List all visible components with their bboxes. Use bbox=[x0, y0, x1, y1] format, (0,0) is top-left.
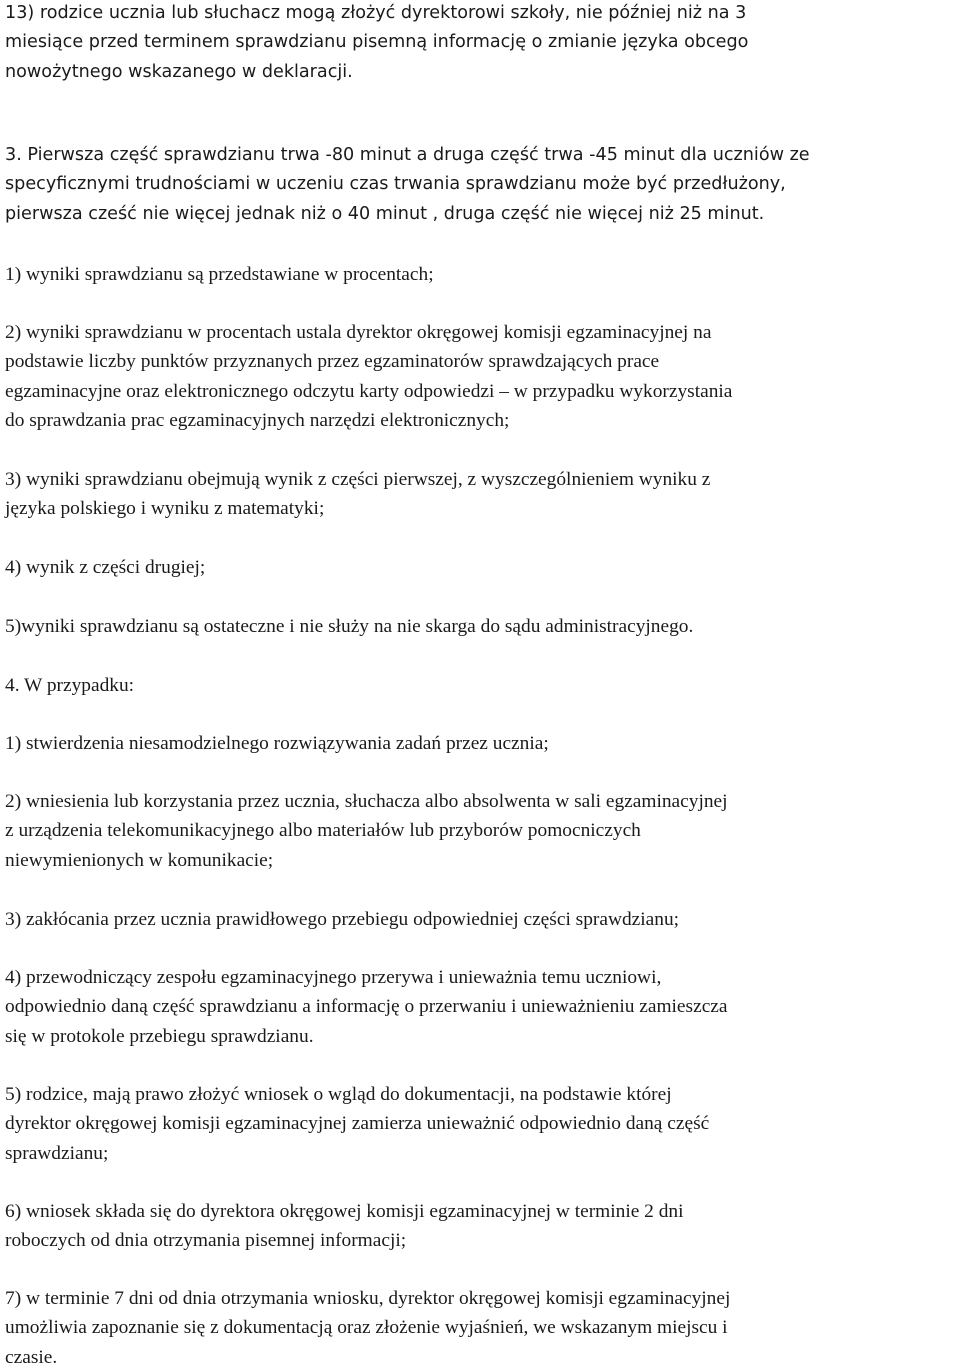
block-j4 bbox=[5, 963, 728, 1051]
paragraph bbox=[5, 1284, 730, 1372]
text-line: 7) w terminie 7 dni od dnia otrzymania wniosku, dyrektor okręgowej komisji egzaminacyjnej bbox=[5, 1288, 731, 1309]
text-line: 1) stwierdzenia niesamodzielnego rozwiązywania zadań przez ucznia; bbox=[5, 733, 549, 754]
paragraph bbox=[5, 729, 549, 758]
text-line: 2) wniesienia lub korzystania przez ucznia, słuchacza albo absolwenta w sali egzaminacyjnej bbox=[5, 791, 728, 812]
block-j1 bbox=[5, 729, 549, 758]
block-s4 bbox=[5, 671, 134, 700]
paragraph bbox=[5, 963, 728, 1051]
paragraph bbox=[5, 318, 732, 435]
block-j6 bbox=[5, 1197, 684, 1256]
paragraph bbox=[5, 141, 810, 229]
text-line: podstawie liczby punktów przyznanych przez egzaminatorów sprawdzających prace bbox=[5, 351, 660, 373]
text-line: 1) wyniki sprawdzianu są przedstawiane w procentach; bbox=[5, 264, 434, 285]
paragraph bbox=[5, 1197, 684, 1256]
block-j7 bbox=[5, 1284, 730, 1372]
paragraph bbox=[5, 905, 679, 934]
paragraph bbox=[5, 553, 205, 582]
block-i1 bbox=[5, 260, 434, 289]
block-i4 bbox=[5, 553, 205, 582]
paragraph bbox=[5, 0, 748, 87]
text-line: czasie. bbox=[5, 1346, 58, 1368]
text-line: 6) wniosek składa się do dyrektora okręgowej komisji egzaminacyjnej w terminie 2 dni bbox=[5, 1201, 684, 1222]
text-line: 5) rodzice, mają prawo złożyć wniosek o wgląd do dokumentacji, na podstawie której bbox=[5, 1084, 672, 1105]
text-line: 4) przewodniczący zespołu egzaminacyjnego przerywa i unieważnia temu uczniowi, bbox=[5, 967, 662, 988]
text-line: z urządzenia telekomunikacyjnego albo materiałów lub przyborów pomocniczych bbox=[5, 820, 641, 842]
text-line: pierwsza cześć nie więcej jednak niż o 40 minut , druga część nie więcej niż 25 minut. bbox=[5, 203, 765, 224]
text-line: sprawdzianu; bbox=[5, 1142, 109, 1164]
block-j3 bbox=[5, 905, 679, 934]
text-line: nowożytnego wskazanego w deklaracji. bbox=[5, 61, 353, 82]
block-i5 bbox=[5, 612, 693, 641]
block-j2 bbox=[5, 787, 728, 875]
text-line: egzaminacyjne oraz elektronicznego odczytu karty odpowiedzi – w przypadku wykorzystania bbox=[5, 380, 733, 402]
text-line: dyrektor okręgowej komisji egzaminacyjnej zamierza unieważnić odpowiednio daną część bbox=[5, 1113, 710, 1135]
text-line: języka polskiego i wyniku z matematyki; bbox=[5, 498, 325, 520]
block-s3 bbox=[5, 141, 810, 229]
paragraph bbox=[5, 612, 693, 641]
text-line: 13) rodzice ucznia lub słuchacz mogą złożyć dyrektorowi szkoły, nie później niż na 3 bbox=[5, 3, 747, 23]
text-line: roboczych od dnia otrzymania pisemnej informacji; bbox=[5, 1230, 407, 1252]
text-line: się w protokole przebiegu sprawdzianu. bbox=[5, 1025, 314, 1047]
text-line: 3) zakłócania przez ucznia prawidłowego przebiegu odpowiedniej części sprawdzianu; bbox=[5, 909, 680, 930]
paragraph bbox=[5, 787, 728, 875]
text-line: miesiące przed terminem sprawdzianu pisemną informację o zmianie języka obcego bbox=[5, 32, 749, 53]
text-line: niewymienionych w komunikacie; bbox=[5, 849, 274, 871]
paragraph bbox=[5, 260, 434, 289]
text-line: umożliwia zapoznanie się z dokumentacją oraz złożenie wyjaśnień, we wskazanym miejscu i bbox=[5, 1317, 728, 1339]
text-line: 3) wyniki sprawdzianu obejmują wynik z części pierwszej, z wyszczególnieniem wyniku z bbox=[5, 469, 711, 490]
text-line: odpowiednio daną część sprawdzianu a informację o przerwaniu i unieważnieniu zamieszcza bbox=[5, 996, 728, 1018]
text-line: 4. W przypadku: bbox=[5, 675, 135, 696]
paragraph bbox=[5, 465, 710, 524]
block-j5 bbox=[5, 1080, 709, 1168]
text-line: do sprawdzania prac egzaminacyjnych narzędzi elektronicznych; bbox=[5, 409, 510, 431]
paragraph bbox=[5, 671, 134, 700]
text-line: 2) wyniki sprawdzianu w procentach ustala dyrektor okręgowej komisji egzaminacyjnej na bbox=[5, 322, 712, 343]
text-line: 3. Pierwsza część sprawdzianu trwa -80 minut a druga część trwa -45 minut dla uczniów ze bbox=[5, 145, 810, 165]
block-i2 bbox=[5, 318, 732, 435]
text-line: 5)wyniki sprawdzianu są ostateczne i nie służy na nie skarga do sądu administracyjnego. bbox=[5, 616, 694, 637]
paragraph bbox=[5, 1080, 709, 1168]
block-i3 bbox=[5, 465, 710, 524]
text-line: specyficznymi trudnościami w uczeniu czas trwania sprawdzianu może być przedłużony, bbox=[5, 174, 786, 195]
block-p13 bbox=[5, 0, 748, 87]
text-line: 4) wynik z części drugiej; bbox=[5, 557, 206, 578]
